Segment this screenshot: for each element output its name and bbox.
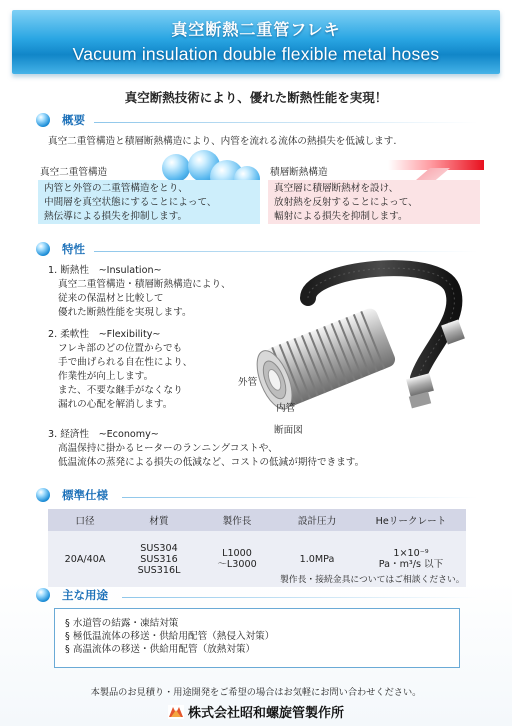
uses-title: 主な用途 [62, 588, 108, 602]
header-banner [12, 10, 500, 74]
vacuum-structure-title: 真空二重管構造 [40, 167, 108, 178]
column-header: 設計圧力 [278, 509, 356, 531]
feature-line: 低温流体の蒸発による損失の低減など、コストの低減が期待できます。 [58, 457, 365, 468]
laminated-structure-title: 積層断熱構造 [270, 167, 328, 178]
leak-rate-value: 1×10⁻⁹ [393, 548, 429, 559]
material-value: SUS316 [140, 553, 178, 565]
length-value: L1000 [222, 548, 252, 559]
company-name: 株式会社昭和螺旋管製作所 [187, 706, 344, 721]
uses-box [54, 608, 460, 668]
spec-note: 製作長・接続金具についてはご相談ください。 [280, 575, 465, 585]
divider [122, 597, 478, 598]
use-item: § 高温流体の移送・供給用配管（放熱対策） [65, 644, 256, 655]
column-header: 口径 [48, 509, 122, 531]
column-header: 製作長 [196, 509, 278, 531]
feature-line: 漏れの心配を解消します。 [58, 399, 173, 410]
use-item: § 極低温流体の移送・供給用配管（熱侵入対策） [65, 631, 275, 642]
column-header: Heリークレート [356, 509, 466, 531]
diameter-cell: 20A/40A [48, 531, 122, 587]
feature-title: 2. 柔軟性 ~Flexibility~ [48, 329, 161, 340]
laminated-line: 真空層に積層断熱材を設け、 [274, 183, 399, 194]
material-value: SUS304 [140, 542, 178, 554]
laminated-structure-box [268, 180, 480, 224]
feature-line: 従来の保温材と比較して [58, 293, 164, 304]
feature-title: 3. 経済性 ~Economy~ [48, 429, 159, 440]
vacuum-line: 熱伝導による損失を抑制します。 [44, 211, 188, 222]
hose-product-image [238, 258, 482, 434]
divider [122, 497, 478, 498]
feature-line: フレキ部のどの位置からでも [58, 343, 183, 354]
vacuum-line: 中間層を真空状態にすることによって、 [44, 197, 217, 208]
title-jp: 真空断熱二重管フレキ [171, 20, 341, 39]
feature-title: 1. 断熱性 ~Insulation~ [48, 265, 162, 276]
spec-title: 標準仕様 [62, 488, 108, 502]
uses-heading [38, 586, 478, 604]
laminated-line: 放射熱を反射することによって、 [274, 197, 418, 208]
length-cell [196, 531, 278, 587]
vacuum-line: 内管と外管の二重管構造をとり、 [44, 183, 188, 194]
use-item: § 水道管の結露・凍結対策 [65, 618, 179, 629]
feature-line: 手で曲げられる自在性により、 [58, 357, 193, 368]
table-header-row [48, 509, 466, 531]
overview-intro: 真空二重管構造と積層断熱構造により、内管を流れる流体の熱損失を低減します. [48, 136, 397, 147]
features-title: 特性 [62, 242, 85, 256]
length-value: ～L3000 [217, 559, 257, 570]
overview-title: 概要 [62, 113, 85, 127]
overview-heading [38, 111, 478, 129]
feature-line: 高温保持に掛かるヒーターのランニングコストや、 [58, 443, 278, 454]
cross-section-label: 断面図 [274, 425, 303, 436]
laminated-line: 輻射による損失を抑制します。 [274, 211, 408, 222]
company-line [0, 702, 512, 721]
divider [94, 122, 478, 123]
bullet-ball-icon [36, 113, 50, 127]
bullet-ball-icon [36, 242, 50, 256]
feature-line: また、不要な継手がなくなり [58, 385, 183, 396]
title-en: Vacuum insulation double flexible metal hoses [72, 44, 440, 64]
features-heading [38, 240, 478, 258]
feature-line: 優れた断熱性能を実現します。 [58, 307, 192, 318]
leak-rate-unit: Pa・m³/s 以下 [378, 559, 444, 570]
material-value: SUS316L [137, 564, 181, 576]
tagline: 真空断熱技術により、優れた断熱性能を実現！ [124, 90, 388, 105]
feature-line: 作業性が向上します。 [58, 371, 154, 382]
vacuum-structure-box [38, 180, 260, 224]
feature-line: 真空二重管構造・積層断熱構造により、 [58, 279, 231, 290]
material-cell [122, 531, 196, 587]
spec-heading [38, 486, 478, 504]
footer-note: 本製品のお見積り・用途開発をご希望の場合はお気軽にお問い合わせください。 [90, 687, 422, 698]
column-header: 材質 [122, 509, 196, 531]
outer-pipe-label: 外管 [238, 377, 258, 388]
bullet-ball-icon [36, 488, 50, 502]
inner-pipe-label: 内管 [276, 403, 296, 414]
company-logo-icon [168, 705, 184, 719]
divider [94, 251, 478, 252]
pressure-cell: 1.0MPa [278, 531, 356, 587]
bullet-ball-icon [36, 588, 50, 602]
